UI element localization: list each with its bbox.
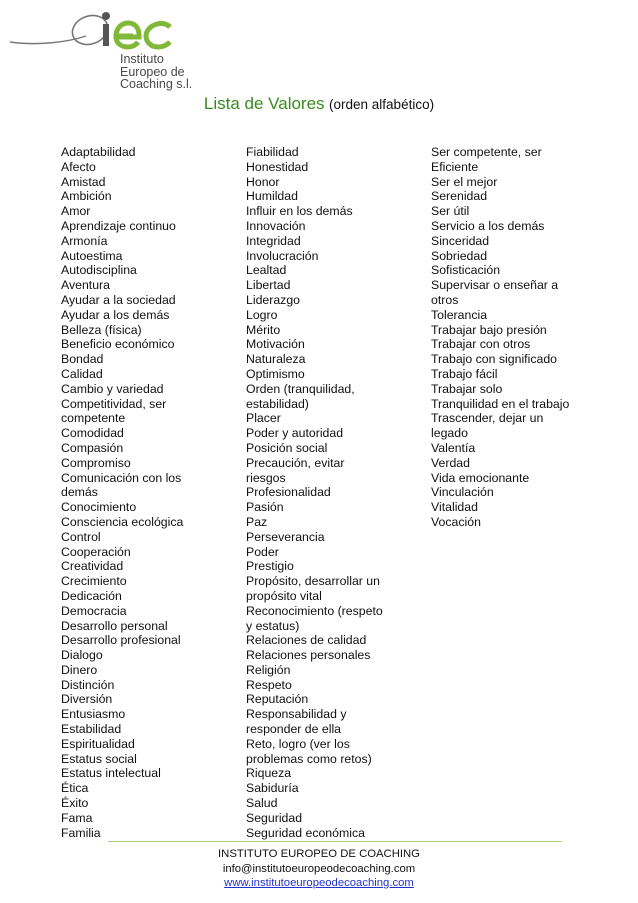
value-item: competente [61, 411, 126, 426]
value-item: Aventura [61, 278, 110, 293]
value-item: Dialogo [61, 648, 103, 663]
value-item: Beneficio económico [61, 337, 175, 352]
value-item: Poder y autoridad [246, 426, 344, 441]
value-item: Seguridad [246, 810, 303, 825]
value-item: legado [431, 426, 468, 441]
value-item: Reputación [246, 692, 309, 707]
value-item: Ser competente, ser [431, 145, 542, 159]
value-item: Lealtad [246, 263, 287, 278]
title-main: Lista de Valores [203, 94, 325, 113]
value-item: Comunicación con los [61, 470, 182, 485]
value-item: Influir en los demás [246, 204, 353, 219]
value-item: Orden (tranquilidad, [246, 381, 355, 396]
value-item: Ayudar a la sociedad [61, 292, 176, 307]
footer-website-link[interactable]: www.institutoeuropeodecoaching.com [224, 877, 414, 889]
value-item: Involucración [246, 248, 319, 263]
value-item: Autoestima [61, 248, 123, 263]
value-item: Valentía [431, 440, 476, 455]
value-item: Reto, logro (ver los [246, 736, 350, 751]
value-item: Trabajo con significado [431, 352, 558, 367]
value-item: estabilidad) [246, 396, 309, 411]
value-item: demás [61, 485, 98, 500]
value-item: otros [431, 292, 459, 307]
value-item: Honor [246, 174, 280, 189]
value-item: Logro [246, 307, 278, 322]
footer [0, 847, 638, 891]
value-item: Calidad [61, 366, 103, 381]
value-item: Relaciones personales [246, 648, 371, 663]
value-item: Distinción [61, 677, 115, 692]
value-item: Trabajar solo [431, 381, 503, 396]
footer-email[interactable]: info@institutoeuropeodecoaching.com [222, 862, 416, 875]
value-item: Trabajo fácil [431, 366, 498, 381]
value-item: Prestigio [246, 559, 294, 574]
value-item: responder de ella [246, 722, 342, 737]
value-item: Competitividad, ser [61, 396, 167, 411]
value-item: Vitalidad [431, 500, 478, 515]
value-item: Responsabilidad y [246, 707, 347, 722]
value-item: Supervisar o enseñar a [431, 278, 559, 293]
value-item: Liderazgo [246, 292, 301, 307]
value-item: Estatus intelectual [61, 766, 161, 781]
value-item: Profesionalidad [246, 485, 331, 500]
value-item: problemas como retos) [246, 751, 372, 766]
values-column-2 [246, 145, 383, 840]
value-item: Ser el mejor [431, 174, 498, 189]
footer-divider [108, 841, 562, 842]
iec-logo [8, 6, 208, 92]
value-item: Trascender, dejar un [431, 411, 544, 426]
values-column-3 [431, 145, 569, 530]
value-item: Compromiso [61, 455, 131, 470]
value-item: Integridad [246, 233, 301, 248]
value-item: Comodidad [61, 426, 124, 441]
value-item: Estabilidad [61, 722, 122, 737]
value-item: Salud [246, 796, 278, 811]
value-item: Servicio a los demás [431, 218, 545, 233]
value-item: Ser útil [431, 204, 470, 219]
value-item: Diversión [61, 692, 113, 707]
value-item: Eficiente [431, 159, 479, 174]
value-item: Humildad [246, 189, 298, 204]
value-item: Éxito [61, 796, 89, 811]
value-item: Mérito [246, 322, 281, 337]
value-item: Riqueza [246, 766, 292, 781]
value-item: Estatus social [61, 751, 137, 766]
value-item: Optimismo [246, 366, 305, 381]
value-item: Afecto [61, 159, 96, 174]
value-item: Motivación [246, 337, 305, 352]
logo-line: Europeo de [120, 64, 185, 79]
value-item: Adaptabilidad [61, 145, 136, 159]
value-item: Dinero [61, 662, 98, 677]
value-item: Amistad [61, 174, 106, 189]
value-item: Vida emocionante [431, 470, 530, 485]
value-item: Sinceridad [431, 233, 490, 248]
value-item: Poder [246, 544, 279, 559]
value-item: Pasión [246, 500, 284, 515]
value-item: Cooperación [61, 544, 131, 559]
value-item: Ayudar a los demás [61, 307, 170, 322]
value-item: Vinculación [431, 485, 494, 500]
value-item: Desarrollo profesional [61, 633, 181, 648]
value-item: Propósito, desarrollar un [246, 574, 380, 589]
value-item: Naturaleza [246, 352, 306, 367]
value-item: Placer [246, 411, 281, 426]
value-item: Entusiasmo [61, 707, 126, 722]
value-item: Posición social [246, 440, 328, 455]
value-item: Ambición [61, 189, 112, 204]
value-item: Precaución, evitar [246, 455, 345, 470]
value-item: Sofisticación [431, 263, 501, 278]
value-item: Fama [61, 810, 93, 825]
value-item: Conocimiento [61, 500, 137, 515]
value-item: Espiritualidad [61, 736, 135, 751]
value-item: Trabajar con otros [431, 337, 531, 352]
values-column-1 [61, 145, 183, 840]
value-item: Aprendizaje continuo [61, 218, 176, 233]
value-item: Desarrollo personal [61, 618, 168, 633]
value-item: Religión [246, 662, 291, 677]
value-item: Honestidad [246, 159, 309, 174]
value-item: Serenidad [431, 189, 488, 204]
value-item: Dedicación [61, 588, 122, 603]
value-item: Tolerancia [431, 307, 488, 322]
value-item: Libertad [246, 278, 291, 293]
value-item: Consciencia ecológica [61, 514, 184, 529]
value-item: Ética [61, 781, 89, 796]
value-item: Tranquilidad en el trabajo [431, 396, 570, 411]
value-item: Verdad [431, 455, 470, 470]
logo-line: Instituto [120, 52, 164, 66]
value-item: Familia [61, 825, 101, 840]
value-item: Cambio y variedad [61, 381, 164, 396]
value-item: Trabajar bajo presión [431, 322, 547, 337]
logo-subtitle [120, 53, 192, 91]
value-item: propósito vital [246, 588, 322, 603]
title-subtitle: (orden alfabético) [329, 97, 435, 112]
value-item: riesgos [246, 470, 286, 485]
value-item: Sabiduría [246, 781, 299, 796]
value-item: Innovación [246, 218, 306, 233]
value-item: Belleza (física) [61, 322, 142, 337]
logo-line: Coaching s.l. [120, 77, 193, 91]
footer-org: INSTITUTO EUROPEO DE COACHING [218, 848, 420, 860]
value-item: Control [61, 529, 101, 544]
value-item: Sobriedad [431, 248, 488, 263]
value-item: Relaciones de calidad [246, 633, 367, 648]
value-item: Reconocimiento (respeto [246, 603, 383, 618]
value-item: Compasión [61, 440, 124, 455]
value-item: Autodisciplina [61, 263, 137, 278]
value-item: Fiabilidad [246, 145, 299, 159]
value-item: Crecimiento [61, 574, 127, 589]
page-title [0, 94, 638, 114]
value-item: Seguridad económica [246, 825, 365, 840]
value-item: Bondad [61, 352, 104, 367]
value-item: Amor [61, 204, 91, 219]
value-item: Democracia [61, 603, 127, 618]
value-item: Vocación [431, 514, 481, 529]
value-item: Perseverancia [246, 529, 325, 544]
value-item: Paz [246, 514, 268, 529]
value-item: Creatividad [61, 559, 124, 574]
value-item: Armonía [61, 233, 108, 248]
value-item: Respeto [246, 677, 292, 692]
value-item: y estatus) [246, 618, 300, 633]
